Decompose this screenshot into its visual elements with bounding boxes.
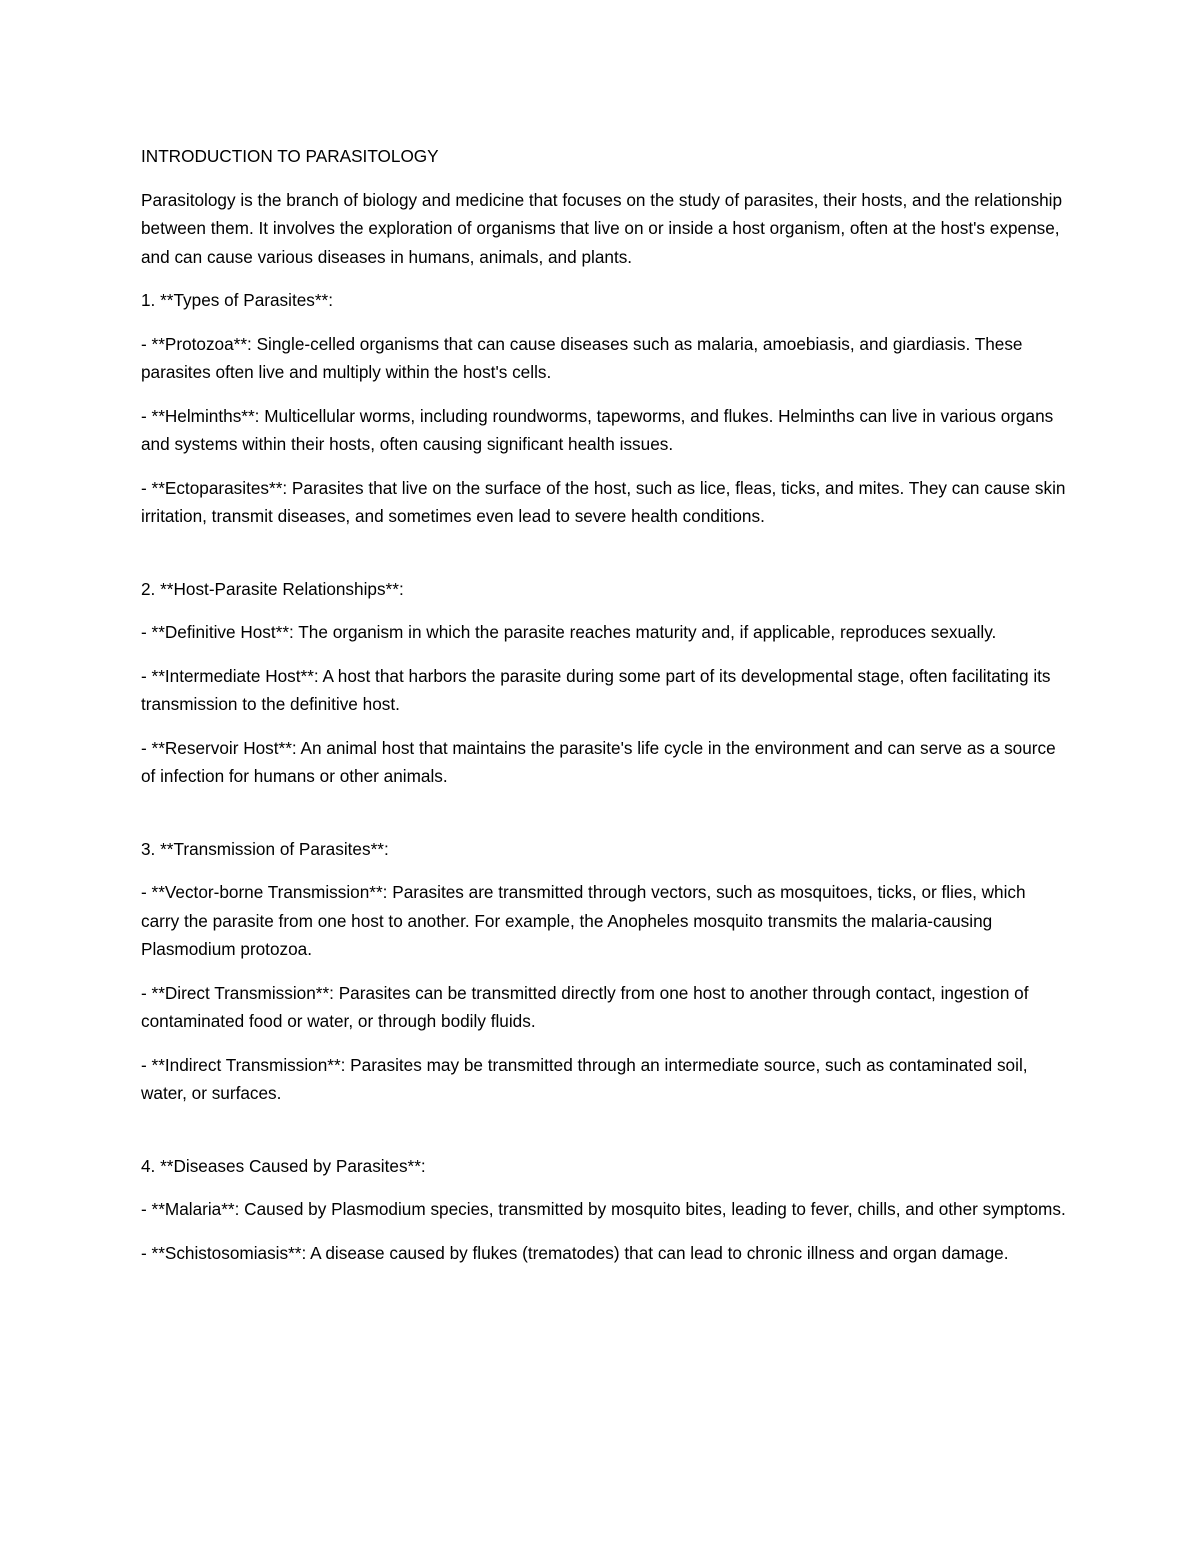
list-item: - **Malaria**: Caused by Plasmodium species, transmitted by mosquito bites, leading to fever, chills, and other symptoms. bbox=[141, 1199, 1066, 1219]
blank-line bbox=[141, 546, 1066, 575]
list-item: - **Helminths**: Multicellular worms, including roundworms, tapeworms, and flukes. Helminths can live in various organs and systems within their hosts, often causing significant health issues. bbox=[141, 405, 1054, 454]
list-item: - **Ectoparasites**: Parasites that live on the surface of the host, such as lice, fleas, ticks, and mites. They can cause skin irritation, transmit diseases, and sometimes even lead to severe health conditions. bbox=[141, 477, 1066, 526]
blank-line bbox=[141, 1123, 1066, 1152]
document-title: INTRODUCTION TO PARASITOLOGY bbox=[141, 146, 439, 166]
section-heading: 4. **Diseases Caused by Parasites**: bbox=[141, 1155, 426, 1176]
section-heading: 2. **Host-Parasite Relationships**: bbox=[141, 578, 404, 599]
list-item: - **Direct Transmission**: Parasites can be transmitted directly from one host to another through contact, ingestion of contaminated food or water, or through bodily fluids. bbox=[141, 982, 1029, 1031]
section-heading: 1. **Types of Parasites**: bbox=[141, 290, 334, 310]
intro-paragraph: Parasitology is the branch of biology and medicine that focuses on the study of parasites, their hosts, and the relationship between them. It involves the exploration of organisms that live on or inside a host organism, often at the host's expense, and can cause various diseases in humans, animals, and plants. bbox=[141, 189, 1063, 267]
list-item: - **Vector-borne Transmission**: Parasites are transmitted through vectors, such as mosquitoes, ticks, or flies, which carry the parasite from one host to another. For example, the Anopheles mosquito transmits the malaria-causing Plasmodium protozoa. bbox=[141, 882, 1026, 959]
list-item: - **Indirect Transmission**: Parasites may be transmitted through an intermediate source, such as contaminated soil, water, or surfaces. bbox=[141, 1054, 1028, 1103]
list-item: - **Schistosomiasis**: A disease caused by flukes (trematodes) that can lead to chronic illness and organ damage. bbox=[141, 1242, 1009, 1263]
section-heading: 3. **Transmission of Parasites**: bbox=[141, 838, 389, 859]
blank-line bbox=[141, 806, 1066, 835]
list-item: - **Definitive Host**: The organism in which the parasite reaches maturity and, if applicable, reproduces sexually. bbox=[141, 622, 997, 642]
list-item: - **Reservoir Host**: An animal host that maintains the parasite's life cycle in the environment and can serve as a source of infection for humans or other animals. bbox=[141, 737, 1056, 786]
document-body bbox=[141, 142, 1066, 1282]
list-item: - **Protozoa**: Single-celled organisms that can cause diseases such as malaria, amoebiasis, and giardiasis. These parasites often live and multiply within the host's cells. bbox=[141, 333, 1023, 382]
list-item: - **Intermediate Host**: A host that harbors the parasite during some part of its developmental stage, often facilitating its transmission to the definitive host. bbox=[141, 665, 1051, 714]
